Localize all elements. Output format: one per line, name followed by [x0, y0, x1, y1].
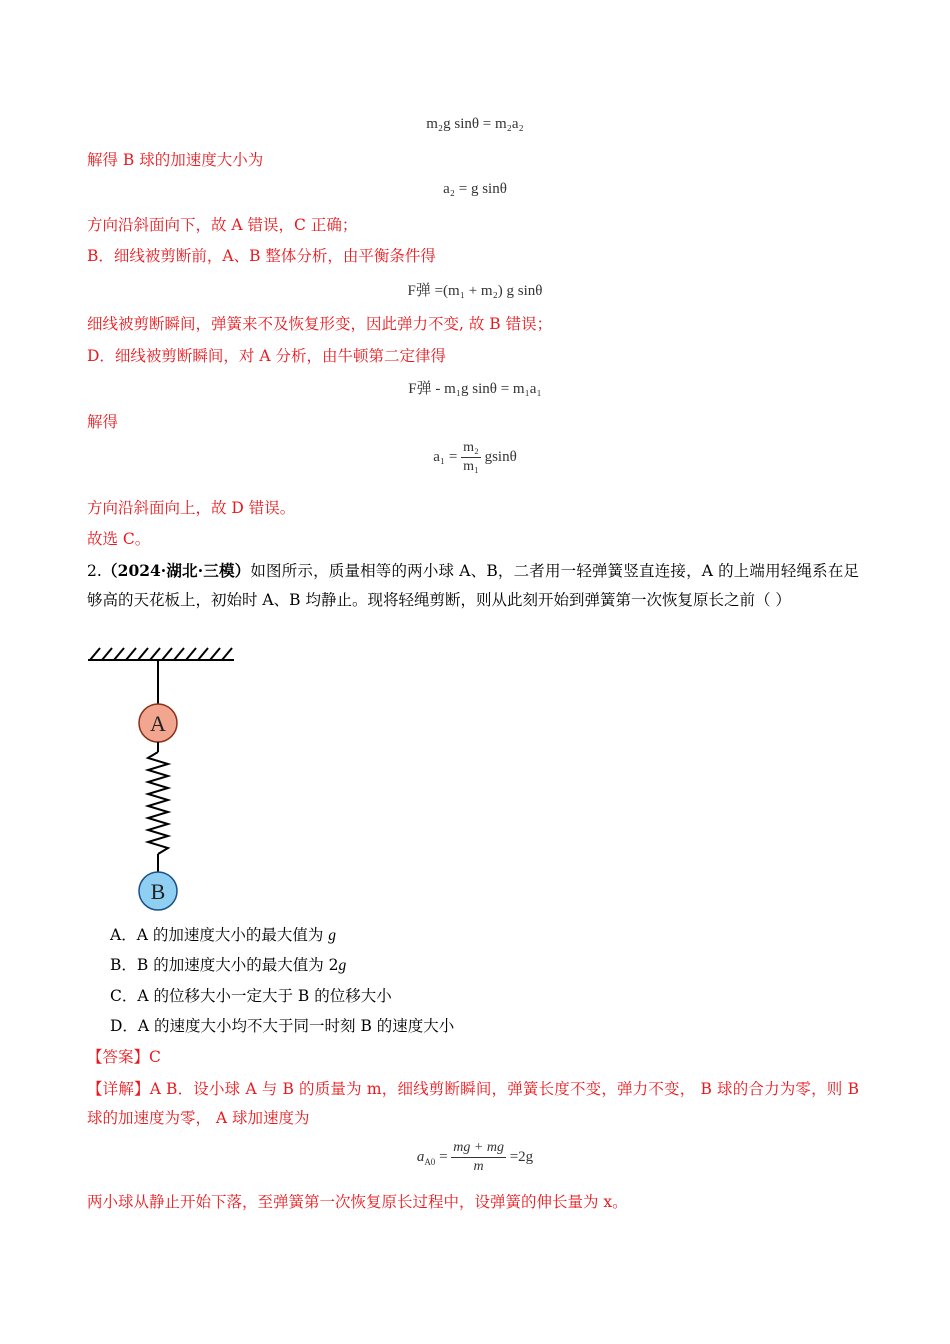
- equation-4: F弹 - m₁g sinθ = m₁a₁: [408, 381, 542, 397]
- ball-a: [139, 704, 177, 742]
- equation-6: $a_{A0}$ = $\frac{mg + mg}{m}$ =2g: [416, 1140, 534, 1174]
- spring: [148, 752, 168, 854]
- text-direction-up: 方向沿斜面向上，故 D 错误。: [87, 499, 296, 517]
- option-b: B．B 的加速度大小的最大值为 2g: [110, 956, 347, 974]
- svg-text:A: A: [150, 711, 166, 736]
- equation-5: a₁ = $\frac{\text{m₂}}{\text{m₁}}$ gsinθ: [433, 440, 517, 474]
- text-spring-force: 细线被剪断瞬间，弹簧来不及恢复形变，因此弹力不变, 故 B 错误；: [87, 315, 553, 333]
- text-solve-b-accel: 解得 B 球的加速度大小为: [87, 151, 264, 169]
- spring-balls-figure: [86, 646, 238, 914]
- detail-paragraph: 【详解】A B．设小球 A 与 B 的质量为 m，细线剪断瞬间，弹簧长度不变，弹力不变， B 球的合力为零，则 B 球的加速度为零， A 球加速度为: [87, 1080, 859, 1127]
- equation-3: F弹 =(m₁ + m₂) g sinθ: [407, 283, 543, 299]
- question-2-stem: 2.（2024·湖北·三模）如图所示，质量相等的两小球 A、B，二者用一轻弹簧竖直连接，A 的上端用轻绳系在足够高的天花板上，初始时 A、B 均静止。现将轻绳剪断，则从此刻开始到弹簧第一次恢复原长之前（ ）: [87, 561, 860, 609]
- text-falling: 两小球从静止开始下落，至弹簧第一次恢复原长过程中，设弹簧的伸长量为 x。: [87, 1193, 628, 1211]
- option-d: D．A 的速度大小均不大于同一时刻 B 的速度大小: [110, 1017, 455, 1035]
- fraction: $\frac{mg + mg}{m}$: [453, 1140, 504, 1174]
- answer: 【答案】C: [87, 1048, 161, 1066]
- option-c: C．A 的位移大小一定大于 B 的位移大小: [110, 987, 392, 1005]
- text-option-b-analysis: B．细线被剪断前，A、B 整体分析，由平衡条件得: [87, 247, 436, 265]
- text-direction-down: 方向沿斜面向下，故 A 错误，C 正确；: [87, 216, 358, 234]
- equation-1: m₂g sinθ = m₂a₂: [426, 116, 524, 132]
- ceiling: [88, 648, 234, 660]
- fraction: $\frac{\text{m₂}}{\text{m₁}}$: [463, 440, 479, 474]
- text-choose-c: 故选 C。: [87, 530, 151, 548]
- ball-b: [139, 872, 177, 910]
- option-a: A．A 的加速度大小的最大值为 g: [110, 926, 336, 944]
- svg-text:B: B: [150, 879, 166, 904]
- text-solve: 解得: [87, 413, 119, 431]
- equation-2: a₂ = g sinθ: [443, 181, 507, 197]
- text-option-d-analysis: D．细线被剪断瞬间，对 A 分析，由牛顿第二定律得: [87, 347, 446, 365]
